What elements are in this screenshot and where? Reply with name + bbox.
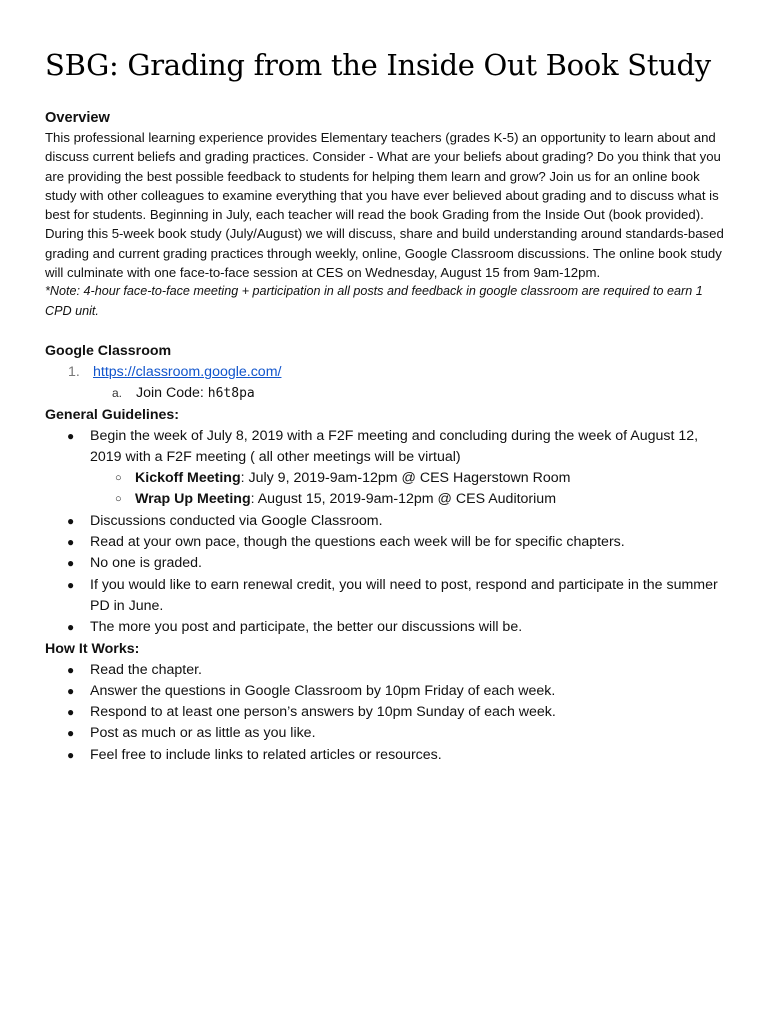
list-item [90,468,728,489]
step-text: Feel free to include links to related articles or resources. [90,746,442,763]
how-it-works-list [45,660,728,766]
bullet-icon: ● [67,535,75,550]
meeting-details: : August 15, 2019-9am-12pm @ CES Auditorium [250,491,557,508]
bullet-icon: ● [67,620,75,635]
guideline-text: Begin the week of July 8, 2019 with a F2F meeting and concluding during the week of August 12, 2019 with a F2F meeting ( all other meetings will be virtual) [90,427,699,465]
bullet-icon: ● [67,683,75,698]
join-code-label: Join Code: [136,385,208,402]
step-text: Answer the questions in Google Classroom by 10pm Friday of each week. [90,682,556,699]
step-text: Read the chapter. [90,661,203,678]
list-item [45,511,728,532]
step-text: Post as much or as little as you like. [90,725,316,742]
meeting-list [90,468,728,511]
bullet-icon: ● [67,747,75,762]
google-classroom-list [45,362,728,383]
guidelines-list [45,426,728,639]
hollow-bullet-icon: ○ [115,493,122,506]
list-item [45,383,728,404]
bullet-icon: ● [67,662,75,677]
meeting-details: : July 9, 2019-9am-12pm @ CES Hagerstown Room [240,470,571,487]
list-number: 1. [68,363,80,380]
overview-body: This professional learning experience provides Elementary teachers (grades K-5) an opportunity to learn about and discuss current beliefs and grading practices. Consider - What are your beliefs about grading? Do you think that you are providing the best possible feedback to students for helping them learn and grow? Join us for an online book study with other colleagues to examine everything that you have ever believed about grading and to discuss what is best for students. Beginning in July, each teacher will read the book Grading from the Inside Out (book provided). During this 5-week book study (July/August) we will discuss, share and build understanding around standards-based grading and current grading practices through weekly, online, Google Classroom discussions. The online book study will culminate with one face-to-face session at CES on Wednesday, August 15 from 9am-12pm. [45,130,724,281]
guidelines-heading: General Guidelines: [45,406,180,423]
join-code-value: h6t8pa [207,386,255,402]
list-item [45,660,728,681]
classroom-link[interactable]: https://classroom.google.com/ [93,363,282,380]
guideline-text: No one is graded. [90,555,202,572]
list-item [45,362,728,383]
list-item [45,553,728,574]
list-letter: a. [112,386,123,401]
bullet-icon: ● [67,556,75,571]
page-title: SBG: Grading from the Inside Out Book Study [45,48,711,82]
join-code-list [45,383,728,404]
meeting-label: Kickoff Meeting [135,470,241,487]
guideline-text: If you would like to earn renewal credit, you will need to post, respond and participate in the summer PD in June. [90,576,718,614]
list-item [45,681,728,702]
list-item [45,702,728,723]
google-classroom-heading: Google Classroom [45,342,172,359]
list-item [45,575,728,618]
bullet-icon: ● [67,513,75,528]
list-item [45,617,728,638]
list-item [45,532,728,553]
step-text: Respond to at least one person’s answers by 10pm Sunday of each week. [90,704,556,721]
bullet-icon: ● [67,726,75,741]
overview-note: *Note: 4-hour face-to-face meeting + participation in all posts and feedback in google classroom are required to earn 1 CPD unit. [45,284,703,318]
hollow-bullet-icon: ○ [115,472,122,485]
how-it-works-heading: How It Works: [45,640,140,657]
bullet-icon: ● [67,705,75,720]
bullet-icon: ● [67,577,75,592]
list-item [45,426,728,511]
list-item [90,489,728,510]
guideline-text: The more you post and participate, the better our discussions will be. [90,619,523,636]
guideline-text: Read at your own pace, though the questions each week will be for specific chapters. [90,534,625,551]
list-item [45,723,728,744]
bullet-icon: ● [67,428,75,443]
overview-heading: Overview [45,110,110,126]
guideline-text: Discussions conducted via Google Classroom. [90,512,383,529]
list-item [45,745,728,766]
meeting-label: Wrap Up Meeting [135,491,251,508]
